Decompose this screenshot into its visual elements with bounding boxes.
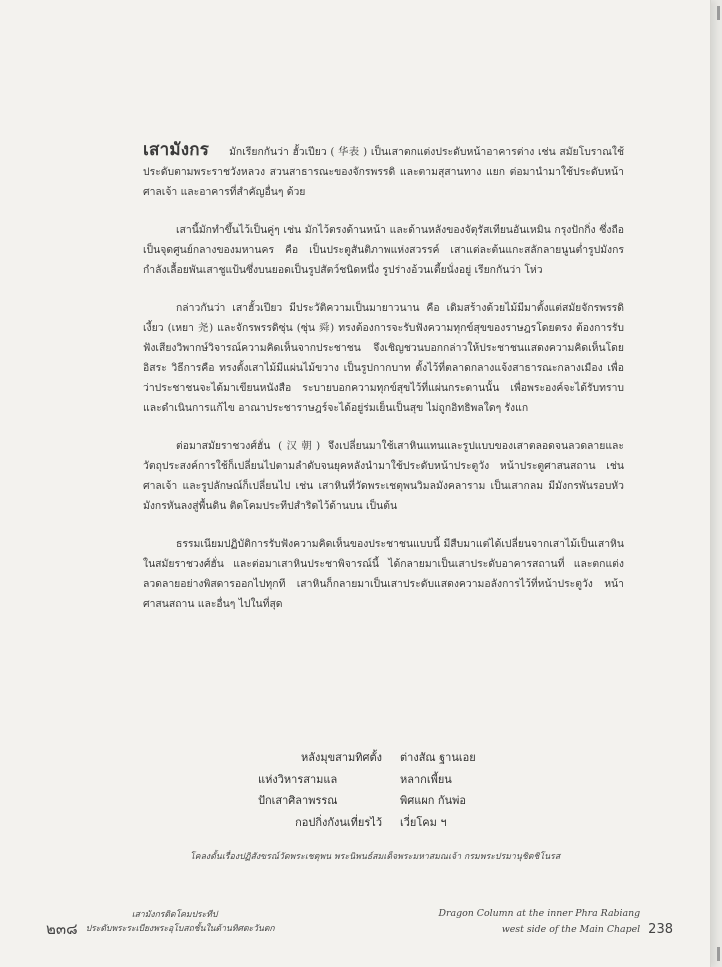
page-number-thai: ๒๓๘	[46, 920, 78, 938]
footer-right	[439, 906, 673, 938]
paragraph-5: ธรรมเนียมปฏิบัติการรับฟังความคิดเห็นของประชาชนแบบนี้ มีสืบมาแต่ได้เปลี่ยนจากเสาไม้เป็นเสาหินในสมัยราชวงศ์ฮั่น และต่อมาเสาหินประชาพิจารณ์นี้ ได้กลายมาเป็นเสาประดับอาคารสถานที่ และตกแต่งลวดลายอย่างพิสดารออกไปทุกที เสาหินก็กลายมาเป็นเสาประดับแสดงความอลังการไว้ที่หน้าประตูวัง หน้าศาสนสถาน และอื่นๆ ไปในที่สุด	[143, 538, 624, 610]
paragraph-4: ต่อมาสมัยราชวงศ์ฮั่น (汉朝) จึงเปลี่ยนมาใช้เสาหินแทนและรูปแบบของเสาตลอดจนลวดลายและวัตถุประสงค์การใช้ก็เปลี่ยนไปตามลำดับจนยุคหลังนำมาใช้ประดับหน้าประตูวัง หน้าประตูศาสนสถาน เช่น ศาลเจ้า และรูปลักษณ์ก็เปลี่ยนไป เช่น เสาหินที่วัดพระเชตุพนวิมลมังคลาราม เป็นเสากลม มีมังกรพันรอบหัวมังกรหันลงสู่พื้นดิน ติดโคมประทีปสำริดไว้ด้านบน เป็นต้น	[143, 440, 624, 512]
article-body	[143, 140, 624, 632]
poem-line-first-half: หลังมุขสามทิศตั้ง	[300, 751, 382, 764]
poem-line-first-half: แห่งวิหารสามแล	[258, 772, 338, 786]
paragraph-2: เสานี้มักทำขึ้นไว้เป็นคู่ๆ เช่น มักไว้ตรงด้านหน้า และด้านหลังของจัตุรัสเทียนอันเหมิน กรุงปักกิ่ง ซึ่งถือเป็นจุดศูนย์กลางของมหานคร คือ เป็นประตูสันติภาพแห่งสวรรค์ เสาแต่ละต้นแกะสลักลายนูนต่ำรูปมังกรกำลังเลื้อยพันเสาชูแป้นซึ่งบนยอดเป็นรูปสัตว์ชนิดหนึ่ง รูปร่างอ้วนเตี้ยนั่งอยู่ เรียกกันว่า โห่ว	[143, 224, 624, 276]
thai-photo-caption	[86, 908, 275, 936]
poem-line-first-half: กอปกิ่งกังนเที่ยรไว้	[295, 815, 382, 829]
poem-line-second-half: เวี่ยโคม ฯ	[400, 815, 447, 829]
paragraph-1-text: มักเรียกกันว่า ฮั้วเปียว ( 华表 ) เป็นเสาตกแต่งประดับหน้าอาคารต่าง เช่น สมัยโบราณใช้ประดับตามพระราชวังหลวง สวนสาธารณะของจักรพรรดิ และตามสุสานทาง แยก ต่อมานำมาใช้ประดับหน้าศาลเจ้า และอาคารที่สำคัญอื่นๆ ด้วย	[143, 146, 624, 198]
article-heading: เสามังกร	[143, 140, 210, 160]
poem-line	[258, 790, 578, 812]
page-edge-mark-top	[717, 6, 720, 20]
poem-line	[258, 812, 578, 834]
poem-verse	[258, 747, 578, 833]
paragraph-3: กล่าวกันว่า เสาฮั้วเปียว มีประวัติความเป็นมายาวนาน คือ เดิมสร้างด้วยไม้มีมาตั้งแต่สมัยจักรพรรดิเงี้ยว (เหยา 尧) และจักรพรรดิซุ่น (ซุ่น 舜) ทรงต้องการจะรับฟังความทุกข์สุขของราษฎรโดยตรง ต้องการรับฟังเสียงวิพากษ์วิจารณ์ความคิดเห็นจากประชาชน จึงเชิญชวนบอกกล่าวให้ประชาชนแสดงความคิดเห็นโดยอิสระ วิธีการคือ ทรงตั้งเสาไม้มีแผ่นไม้ขวาง เป็นรูปกากบาท ตั้งไว้ที่ตลาดกลางแจ้งสาธารณะกลางเมือง เพื่อว่าประชาชนจะได้มาเขียนหนังสือ ระบายบอกความทุกข์สุขไว้ที่แผ่นกระดานนั้น เพื่อพระองค์จะได้รับทราบ และดำเนินการแก้ไข อาณาประชาราษฎร์จะได้อยู่ร่มเย็นเป็นสุข ไม่ถูกอิทธิพลใดๆ รังแก	[143, 302, 624, 414]
poem-line	[258, 747, 578, 769]
english-photo-caption	[439, 906, 641, 938]
poem-line-second-half: หลากเพี้ยน	[400, 772, 452, 786]
poem-attribution: โคลงดั้นเรื่องปฏิสังขรณ์วัดพระเชตุพน พระนิพนธ์สมเด็จพระมหาสมณเจ้า กรมพระปรมานุชิตชิโนรส	[190, 852, 561, 862]
thai-caption-line-1: เสามังกรติดโคมประทีป	[131, 910, 218, 920]
page-edge-mark-bottom	[717, 947, 720, 961]
english-caption-line-2: west side of the Main Chapel	[501, 924, 641, 935]
page-number: 238	[648, 922, 673, 937]
english-caption-line-1: Dragon Column at the inner Phra Rabiang	[438, 908, 641, 919]
poem-line-second-half: ต่างสัณ ฐานเอย	[400, 751, 476, 764]
thai-caption-line-2: ประดับพระระเบียงพระอุโบสถชั้นในด้านทิศตะวันตก	[85, 924, 275, 934]
poem-line-first-half: ปักเสาศิลาพรรณ	[258, 794, 338, 807]
poem-line	[258, 769, 578, 791]
footer-left	[46, 908, 275, 941]
paragraph-1	[143, 140, 624, 202]
poem-line-second-half: พิศแผก กันพ่อ	[400, 794, 466, 807]
